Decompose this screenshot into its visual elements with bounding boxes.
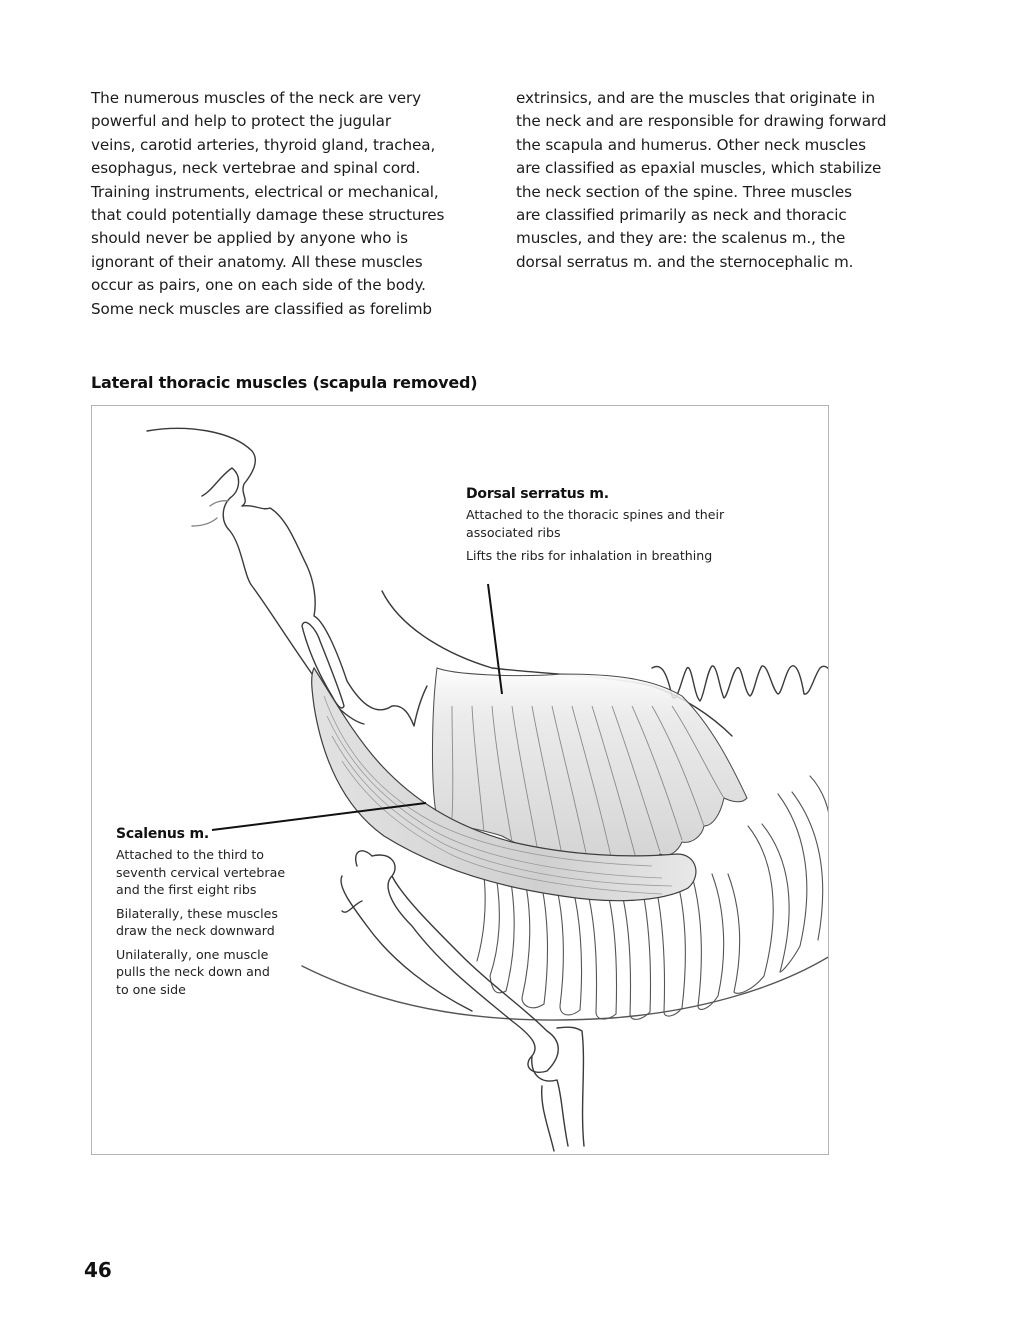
callout-description (466, 547, 786, 565)
callout-description (116, 905, 316, 940)
callout-title: Dorsal serratus m. (466, 486, 609, 502)
skull-outline (147, 428, 427, 726)
text-line: esophagus, neck vertebrae and spinal cord. (91, 159, 421, 178)
anatomy-figure (91, 405, 829, 1155)
text-line: and the first eight ribs (116, 882, 257, 897)
text-line: seventh cervical vertebrae (116, 864, 286, 880)
text-line: should never be applied by anyone who is (91, 229, 408, 248)
text-line: Some neck muscles are classified as forelimb (91, 299, 432, 318)
paragraph (516, 87, 916, 274)
figure-title: Lateral thoracic muscles (scapula removed) (91, 373, 478, 392)
text-line: draw the neck downward (116, 923, 275, 938)
sternum (302, 956, 829, 1020)
text-line: the neck section of the spine. Three muscles (516, 182, 852, 201)
text-line: dorsal serratus m. and the sternocephalic m. (516, 252, 854, 271)
text-line: to one side (116, 981, 186, 997)
costal-cartilages (490, 946, 800, 1019)
scalenus-callout (116, 826, 316, 1004)
callout-title: Scalenus m. (116, 826, 209, 842)
radius-outline (557, 1027, 584, 1146)
text-line: are classified as epaxial muscles, which stabilize (516, 159, 882, 178)
text-line: The numerous muscles of the neck are very (91, 89, 422, 107)
paragraph (91, 87, 471, 321)
scapula-hint (342, 901, 362, 912)
text-line: extrinsics, and are the muscles that originate in (516, 89, 875, 107)
text-line: associated ribs (466, 524, 561, 540)
text-line: the scapula and humerus. Other neck muscles (516, 135, 866, 154)
text-line: veins, carotid arteries, thyroid gland, trachea, (91, 135, 436, 154)
text-line: Lifts the ribs for inhalation in breathing (466, 548, 713, 563)
text-line: Attached to the thoracic spines and their (466, 507, 725, 522)
text-line: muscles, and they are: the scalenus m., the (516, 229, 846, 248)
cervical-vertebra-outline (202, 468, 364, 724)
text-line: Bilaterally, these muscles (116, 905, 278, 921)
text-line: that could potentially damage these structures (91, 206, 445, 225)
dorsal-serratus-callout (466, 486, 786, 571)
elbow-joint (532, 1056, 568, 1146)
text-line: Training instruments, electrical or mechanical, (91, 182, 439, 201)
page-number: 46 (84, 1258, 112, 1282)
text-line: pulls the neck down and (116, 964, 270, 979)
text-line: are classified primarily as neck and thoracic (516, 206, 847, 225)
text-line: ignorant of their anatomy. All these muscles (91, 252, 423, 271)
callout-description (116, 846, 316, 899)
text-line: powerful and help to protect the jugular (91, 112, 392, 131)
body-text-left-column (91, 87, 471, 321)
text-line: the neck and are responsible for drawing forward (516, 112, 887, 131)
body-text-right-column (516, 87, 916, 274)
text-line: occur as pairs, one on each side of the body. (91, 276, 426, 295)
text-line: Attached to the third to (116, 847, 264, 862)
text-line: Unilaterally, one muscle (116, 946, 269, 962)
callout-description (116, 946, 316, 999)
callout-description (466, 506, 786, 541)
